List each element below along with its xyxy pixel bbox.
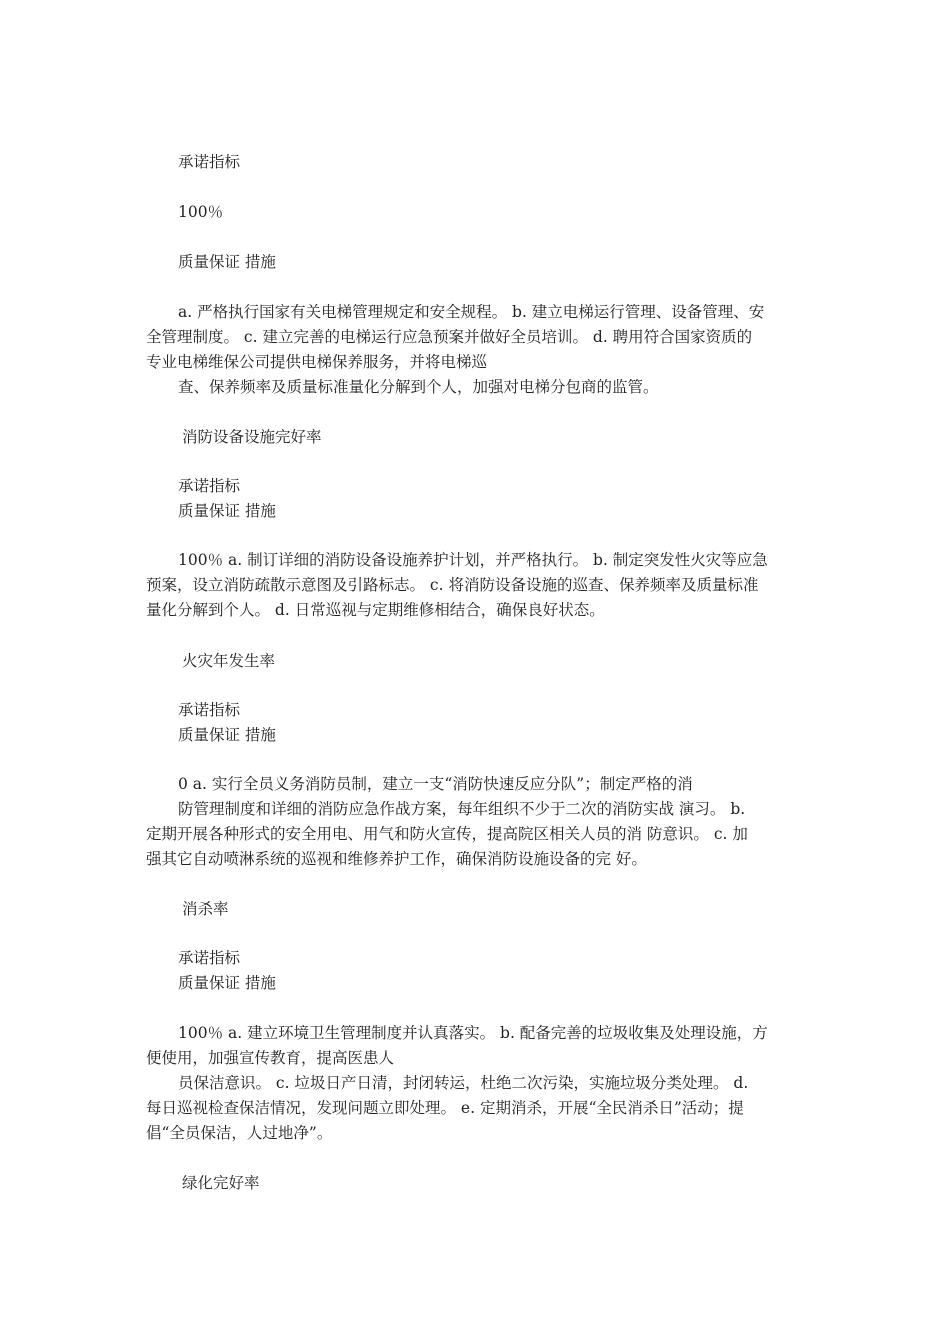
body-line: 0 a. 实行全员义务消防员制，建立一支“消防快速反应分队”；制定严格的消: [178, 775, 693, 793]
body-line: 全管理制度。 c. 建立完善的电梯运行应急预案并做好全员培训。 d. 聘用符合国家资质的: [146, 328, 753, 346]
commitment-label: 承诺指标: [178, 949, 241, 967]
body-line: 员保洁意识。 c. 垃圾日产日清，封闭转运，杜绝二次污染，实施垃圾分类处理。 d.: [178, 1074, 749, 1092]
body-line: 倡“全员保洁，人过地净”。: [146, 1124, 333, 1142]
body-line: 便使用，加强宣传教育，提高医患人: [146, 1049, 395, 1067]
section-heading: 消杀率: [182, 900, 229, 918]
body-line: 100％ a. 制订详细的消防设备设施养护计划，并严格执行。 b. 制定突发性火灾等应急: [178, 551, 768, 569]
quality-measures-label: 质量保证 措施: [178, 974, 276, 992]
body-line: 预案，设立消防疏散示意图及引路标志。 c. 将消防设备设施的巡查、保养频率及质量标准: [146, 576, 759, 594]
commitment-label: 承诺指标: [178, 701, 241, 719]
commitment-label: 承诺指标: [178, 153, 241, 171]
body-line: 每日巡视检查保洁情况，发现问题立即处理。 e. 定期消杀，开展“全民消杀日”活动；提: [146, 1099, 744, 1117]
body-line: 防管理制度和详细的消防应急作战方案，每年组织不少于二次的消防实战 演习。 b.: [178, 800, 746, 818]
quality-measures-label: 质量保证 措施: [178, 726, 276, 744]
body-line: 专业电梯维保公司提供电梯保养服务，并将电梯巡: [146, 353, 488, 371]
body-line: 定期开展各种形式的安全用电、用气和防火宣传，提高院区相关人员的消 防意识。 c. 加: [146, 825, 748, 843]
body-line: a. 严格执行国家有关电梯管理规定和安全规程。 b. 建立电梯运行管理、设备管理、安: [178, 303, 765, 321]
commitment-label: 承诺指标: [178, 477, 241, 495]
body-line: 强其它自动喷淋系统的巡视和维修养护工作，确保消防设施设备的完 好。: [146, 850, 647, 868]
body-line: 100％ a. 建立环境卫生管理制度并认真落实。 b. 配备完善的垃圾收集及处理设施，方: [178, 1024, 768, 1042]
quality-measures-label: 质量保证 措施: [178, 253, 276, 271]
body-line: 量化分解到个人。 d. 日常巡视与定期维修相结合，确保良好状态。: [146, 601, 605, 619]
body-line: 查、保养频率及质量标准量化分解到个人，加强对电梯分包商的监管。: [178, 378, 659, 396]
commitment-value: 100％: [178, 203, 224, 221]
quality-measures-label: 质量保证 措施: [178, 502, 276, 520]
section-heading: 绿化完好率: [182, 1174, 260, 1192]
section-heading: 火灾年发生率: [182, 652, 276, 670]
section-heading: 消防设备设施完好率: [182, 428, 322, 446]
